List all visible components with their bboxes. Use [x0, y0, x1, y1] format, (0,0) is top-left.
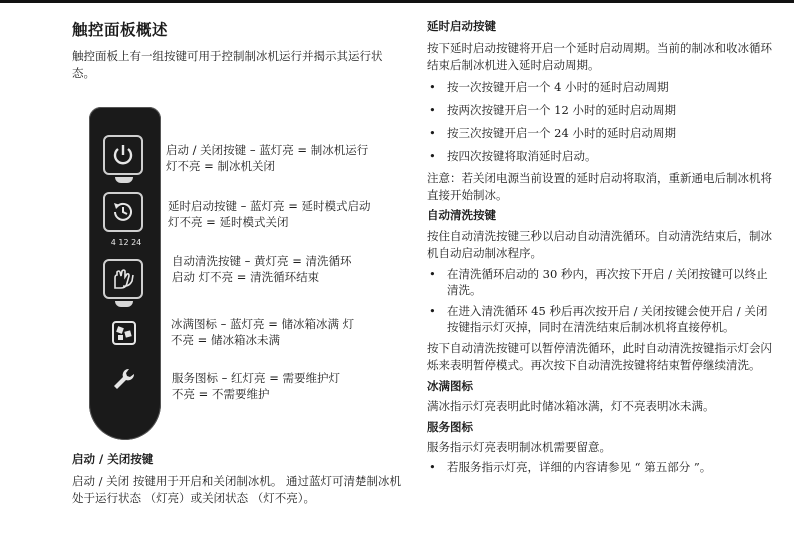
ice-full-indicator: [106, 317, 142, 353]
clean-key-description: 自动清洗按键 – 黄灯亮 = 清洗循环 启动 灯不亮 = 清洗循环结束: [172, 254, 352, 284]
delay-hours-labels: 4 12 24: [110, 238, 142, 247]
service-description: 服务图标 – 红灯亮 = 需要维护灯 不亮 = 不需要维护: [172, 371, 341, 401]
ice-full-heading: 冰满图标: [427, 379, 473, 393]
power-led: [115, 177, 133, 183]
list-item: • 按三次按键开启一个 24 小时的延时启动周期: [427, 125, 773, 141]
clock-delay-icon: [110, 199, 136, 225]
clean-hands-icon: [109, 266, 137, 292]
service-text: 服务指示灯亮表明制冰机需要留意。: [427, 439, 611, 454]
list-item: • 在清洗循环启动的 30 秒内，再次按下开启 / 关闭按键可以终止清洗。: [427, 266, 773, 298]
service-heading: 服务图标: [427, 419, 473, 434]
clean-heading: 自动清洗按键: [427, 208, 496, 222]
delay-note: 注意：若关闭电源当前设置的延时启动将取消，重新通电后制冰机将直接开始制冰。: [427, 171, 772, 202]
service-indicator: [106, 363, 142, 399]
list-item: • 若服务指示灯亮，详细的内容请参见 “ 第五部分 ”。: [427, 459, 773, 475]
touch-panel-graphic: [89, 107, 161, 440]
delay-intro: 按下延时启动按键将开启一个延时启动周期。当前的制冰和收冰循环结束后制冰机进入延时启动周期。: [427, 41, 772, 72]
power-key-description: 启动 / 关闭按键 – 蓝灯亮 = 制冰机运行 灯不亮 = 制冰机关闭: [166, 143, 369, 173]
left-column: [72, 18, 410, 81]
ice-full-description: 冰满图标 – 蓝灯亮 = 储冰箱冰满 灯 不亮 = 储冰箱冰未满: [171, 317, 355, 347]
clean-button-graphic: [103, 259, 143, 299]
power-icon: [110, 142, 136, 168]
page-title: 触控面板概述: [72, 21, 169, 39]
onoff-paragraph: 启动 / 关闭 按键用于开启和关闭制冰机。 通过蓝灯可清楚制冰机处于运行状态 （灯亮）或关闭状态 （灯不亮）。: [72, 474, 401, 505]
onoff-heading: 启动 / 关闭按键: [72, 452, 154, 466]
list-item: • 在进入清洗循环 45 秒后再次按开启 / 关闭按键会使开启 / 关闭按键指示灯灭掉，同时在清洗结束后制冰机将直接停机。: [427, 303, 773, 335]
delay-list: [427, 79, 773, 164]
header-rule: [0, 0, 794, 3]
service-list: [427, 459, 773, 475]
wrench-icon: [110, 365, 138, 397]
intro-paragraph: 触控面板上有一组按键可用于控制制冰机运行并揭示其运行状态。: [72, 49, 383, 80]
clean-list: [427, 266, 773, 335]
right-column: [427, 18, 773, 475]
onoff-section: [72, 451, 402, 506]
clean-pause-text: 按下自动清洗按键可以暂停清洗循环，此时自动清洗按键指示灯会闪烁来表明暂停模式。再次按下自动清洗按键将结束暂停继续清洗。: [427, 341, 772, 372]
list-item: • 按一次按键开启一个 4 小时的延时启动周期: [427, 79, 773, 95]
delay-button-graphic: [103, 192, 143, 232]
ice-full-icon: [110, 319, 138, 351]
list-item: • 按两次按键开启一个 12 小时的延时启动周期: [427, 102, 773, 118]
power-button-graphic: [103, 135, 143, 175]
delay-key-description: 延时启动按键 – 蓝灯亮 = 延时模式启动 灯不亮 = 延时模式关闭: [168, 199, 371, 229]
ice-full-text: 满冰指示灯亮表明此时储冰箱冰满，灯不亮表明冰未满。: [427, 399, 715, 413]
clean-intro: 按住自动清洗按键三秒以启动自动清洗循环。自动清洗结束后，制冰机自动启动制冰程序。: [427, 229, 772, 260]
list-item: • 按四次按键将取消延时启动。: [427, 148, 773, 164]
delay-heading: 延时启动按键: [427, 19, 496, 33]
clean-led: [115, 301, 133, 307]
